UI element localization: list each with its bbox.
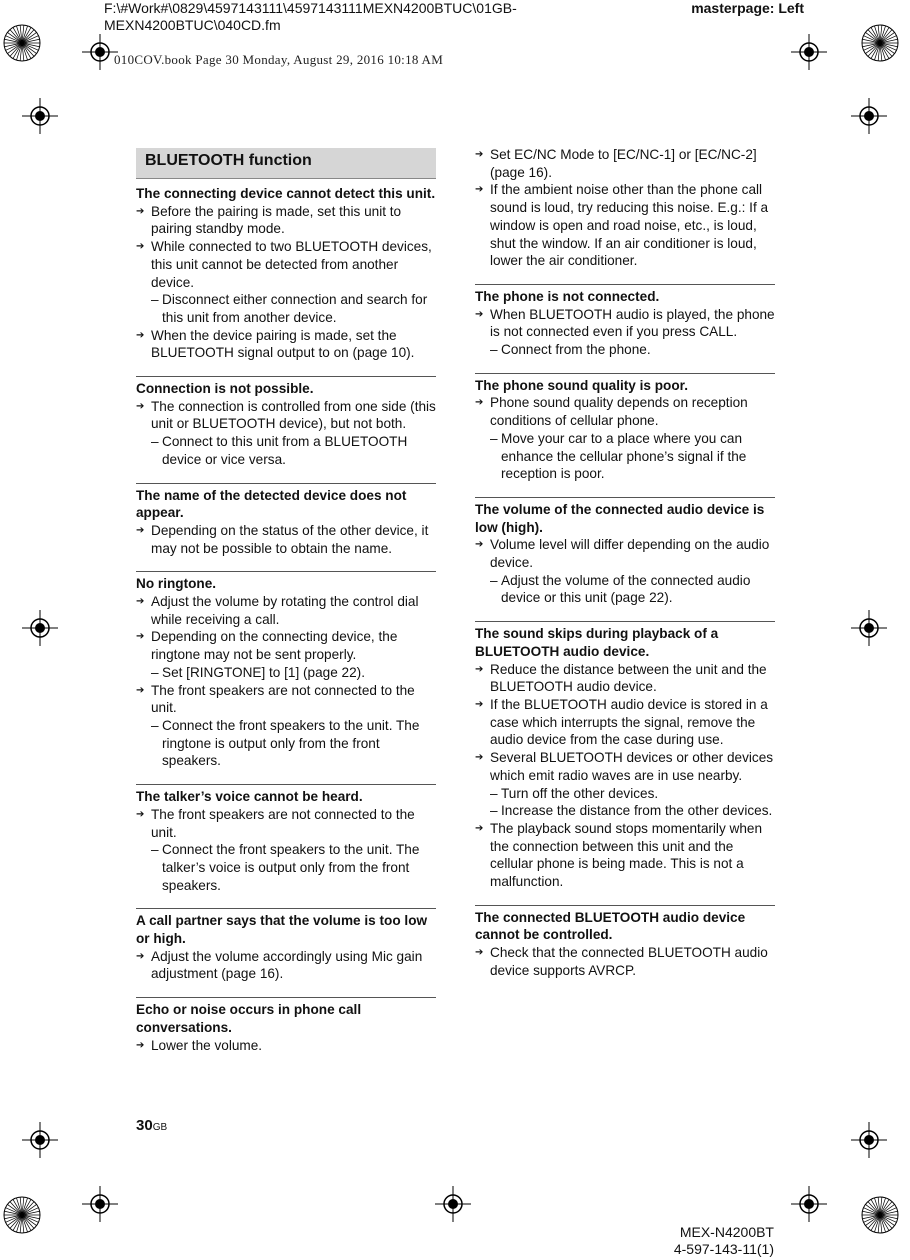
problem-heading: The name of the detected device does not appear. (136, 487, 407, 521)
remedy-item: ➔ The front speakers are not connected to the unit. (136, 682, 436, 717)
problem-heading: The connected BLUETOOTH audio device cannot be controlled. (475, 909, 746, 943)
problem-heading: No ringtone. (136, 576, 217, 592)
remedy-item: ➔ The playback sound stops momentarily when the connection between this unit and the cellular phone is being made. This is not a malfunction. (475, 820, 775, 891)
remedy-item: ➔ Lower the volume. (136, 1037, 436, 1055)
remedy-item: ➔ Reduce the distance between the unit and the BLUETOOTH audio device. (475, 661, 775, 696)
remedy-item: ➔ If the ambient noise other than the phone call sound is loud, try reducing this noise. E.g.: If a window is open and road noise, etc., is loud, shut the window. If an air conditioner is loud, lower the air conditioner. (475, 181, 775, 270)
remedy-item: ➔ The front speakers are not connected to the unit. (136, 806, 436, 841)
problem-heading: The phone is not connected. (475, 288, 660, 304)
remedy-subitem: – Turn off the other devices. (475, 785, 775, 803)
remedy-item: ➔ Adjust the volume accordingly using Mic gain adjustment (page 16). (136, 948, 436, 983)
model-code: 4-597-143-11(1) (673, 1241, 774, 1257)
problem-heading: The talker’s voice cannot be heard. (136, 789, 363, 805)
remedy-subitem: – Connect the front speakers to the unit. The talker’s voice is output only from the front speakers. (136, 841, 436, 894)
left-column (136, 148, 436, 1054)
problem-heading: Echo or noise occurs in phone call conversations. (136, 1002, 362, 1035)
remedy-subitem: – Connect the front speakers to the unit. The ringtone is output only from the front speakers. (136, 717, 436, 770)
troubleshoot-section (136, 997, 436, 1054)
section-title: BLUETOOTH function (145, 152, 312, 169)
troubleshoot-section (136, 784, 436, 894)
right-column (475, 146, 775, 980)
registration-crosshair-icon (22, 1122, 58, 1158)
problem-heading: The phone sound quality is poor. (475, 377, 688, 393)
section-header (136, 148, 436, 179)
troubleshoot-section (475, 497, 775, 607)
registration-crosshair-icon (435, 1186, 471, 1222)
troubleshoot-section (475, 373, 775, 483)
remedy-item: ➔ Depending on the status of the other device, it may not be possible to obtain the name. (136, 522, 436, 557)
remedy-item: ➔ Set EC/NC Mode to [EC/NC-1] or [EC/NC-2] (page 16). (475, 146, 775, 181)
remedy-subitem: – Move your car to a place where you can enhance the cellular phone’s signal if the reception is poor. (475, 430, 775, 483)
remedy-subitem: – Set [RINGTONE] to [1] (page 22). (136, 664, 436, 682)
file-path-line1: F:\#Work#\0829\4597143111\4597143111MEXN4200BTUC\01GB- (104, 0, 517, 16)
masterpage-label: masterpage: Left (691, 0, 804, 16)
registration-crosshair-icon (851, 98, 887, 134)
registration-target-icon (2, 23, 42, 63)
problem-heading: The volume of the connected audio device is low (high). (475, 501, 765, 535)
remedy-item: ➔ Volume level will differ depending on the audio device. (475, 536, 775, 571)
right-intro (475, 146, 775, 270)
remedy-item: ➔ Adjust the volume by rotating the control dial while receiving a call. (136, 593, 436, 628)
file-path (104, 0, 517, 34)
remedy-item: ➔ Phone sound quality depends on reception conditions of cellular phone. (475, 394, 775, 429)
problem-heading: The connecting device cannot detect this unit. (136, 186, 436, 201)
registration-crosshair-icon (851, 1122, 887, 1158)
troubleshoot-section (136, 483, 436, 558)
registration-target-icon (2, 1195, 42, 1235)
troubleshoot-section (475, 621, 775, 891)
registration-target-icon (860, 1195, 900, 1235)
registration-crosshair-icon (82, 1186, 118, 1222)
troubleshoot-section (475, 905, 775, 980)
remedy-item: ➔ The connection is controlled from one side (this unit or BLUETOOTH device), but not both. (136, 398, 436, 433)
remedy-item: ➔ Check that the connected BLUETOOTH audio device supports AVRCP. (475, 944, 775, 979)
model-info (674, 1224, 774, 1258)
remedy-item: ➔ Several BLUETOOTH devices or other devices which emit radio waves are in use nearby. (475, 749, 775, 784)
remedy-item: ➔ Depending on the connecting device, the ringtone may not be sent properly. (136, 628, 436, 663)
remedy-subitem: – Connect from the phone. (475, 341, 775, 359)
troubleshoot-section (136, 908, 436, 983)
remedy-item: ➔ When BLUETOOTH audio is played, the phone is not connected even if you press CALL. (475, 306, 775, 341)
model-name: MEX-N4200BT (679, 1224, 774, 1240)
registration-crosshair-icon (851, 610, 887, 646)
remedy-item: ➔ Before the pairing is made, set this unit to pairing standby mode. (136, 203, 436, 238)
remedy-item: ➔ When the device pairing is made, set the BLUETOOTH signal output to on (page 10). (136, 327, 436, 362)
left-sections (136, 185, 436, 1054)
troubleshoot-section (475, 284, 775, 359)
remedy-subitem: – Adjust the volume of the connected audio device or this unit (page 22). (475, 572, 775, 607)
troubleshoot-section (136, 376, 436, 469)
registration-crosshair-icon (791, 1186, 827, 1222)
book-info-line: 010COV.book Page 30 Monday, August 29, 2016 10:18 AM (114, 52, 444, 67)
registration-crosshair-icon (22, 610, 58, 646)
registration-crosshair-icon (22, 98, 58, 134)
page-number-suffix: GB (152, 1122, 168, 1133)
remedy-item: ➔ While connected to two BLUETOOTH devices, this unit cannot be detected from another device. (136, 238, 436, 291)
problem-heading: A call partner says that the volume is too low or high. (136, 913, 428, 947)
remedy-item: ➔ If the BLUETOOTH audio device is stored in a case which interrupts the signal, remove the audio device from the case during use. (475, 696, 775, 749)
problem-heading: The sound skips during playback of a BLUETOOTH audio device. (475, 626, 719, 659)
page-number-value: 30 (136, 1117, 153, 1134)
registration-crosshair-icon (82, 34, 118, 70)
remedy-subitem: – Disconnect either connection and search for this unit from another device. (136, 291, 436, 326)
file-path-line2: MEXN4200BTUC\040CD.fm (104, 17, 281, 33)
remedy-subitem: – Connect to this unit from a BLUETOOTH device or vice versa. (136, 433, 436, 468)
right-sections (475, 284, 775, 980)
page-number (136, 1117, 167, 1134)
troubleshoot-section (136, 185, 436, 362)
remedy-subitem: – Increase the distance from the other devices. (475, 802, 775, 820)
registration-crosshair-icon (791, 34, 827, 70)
troubleshoot-section (136, 571, 436, 770)
problem-heading: Connection is not possible. (136, 381, 314, 397)
registration-target-icon (860, 23, 900, 63)
